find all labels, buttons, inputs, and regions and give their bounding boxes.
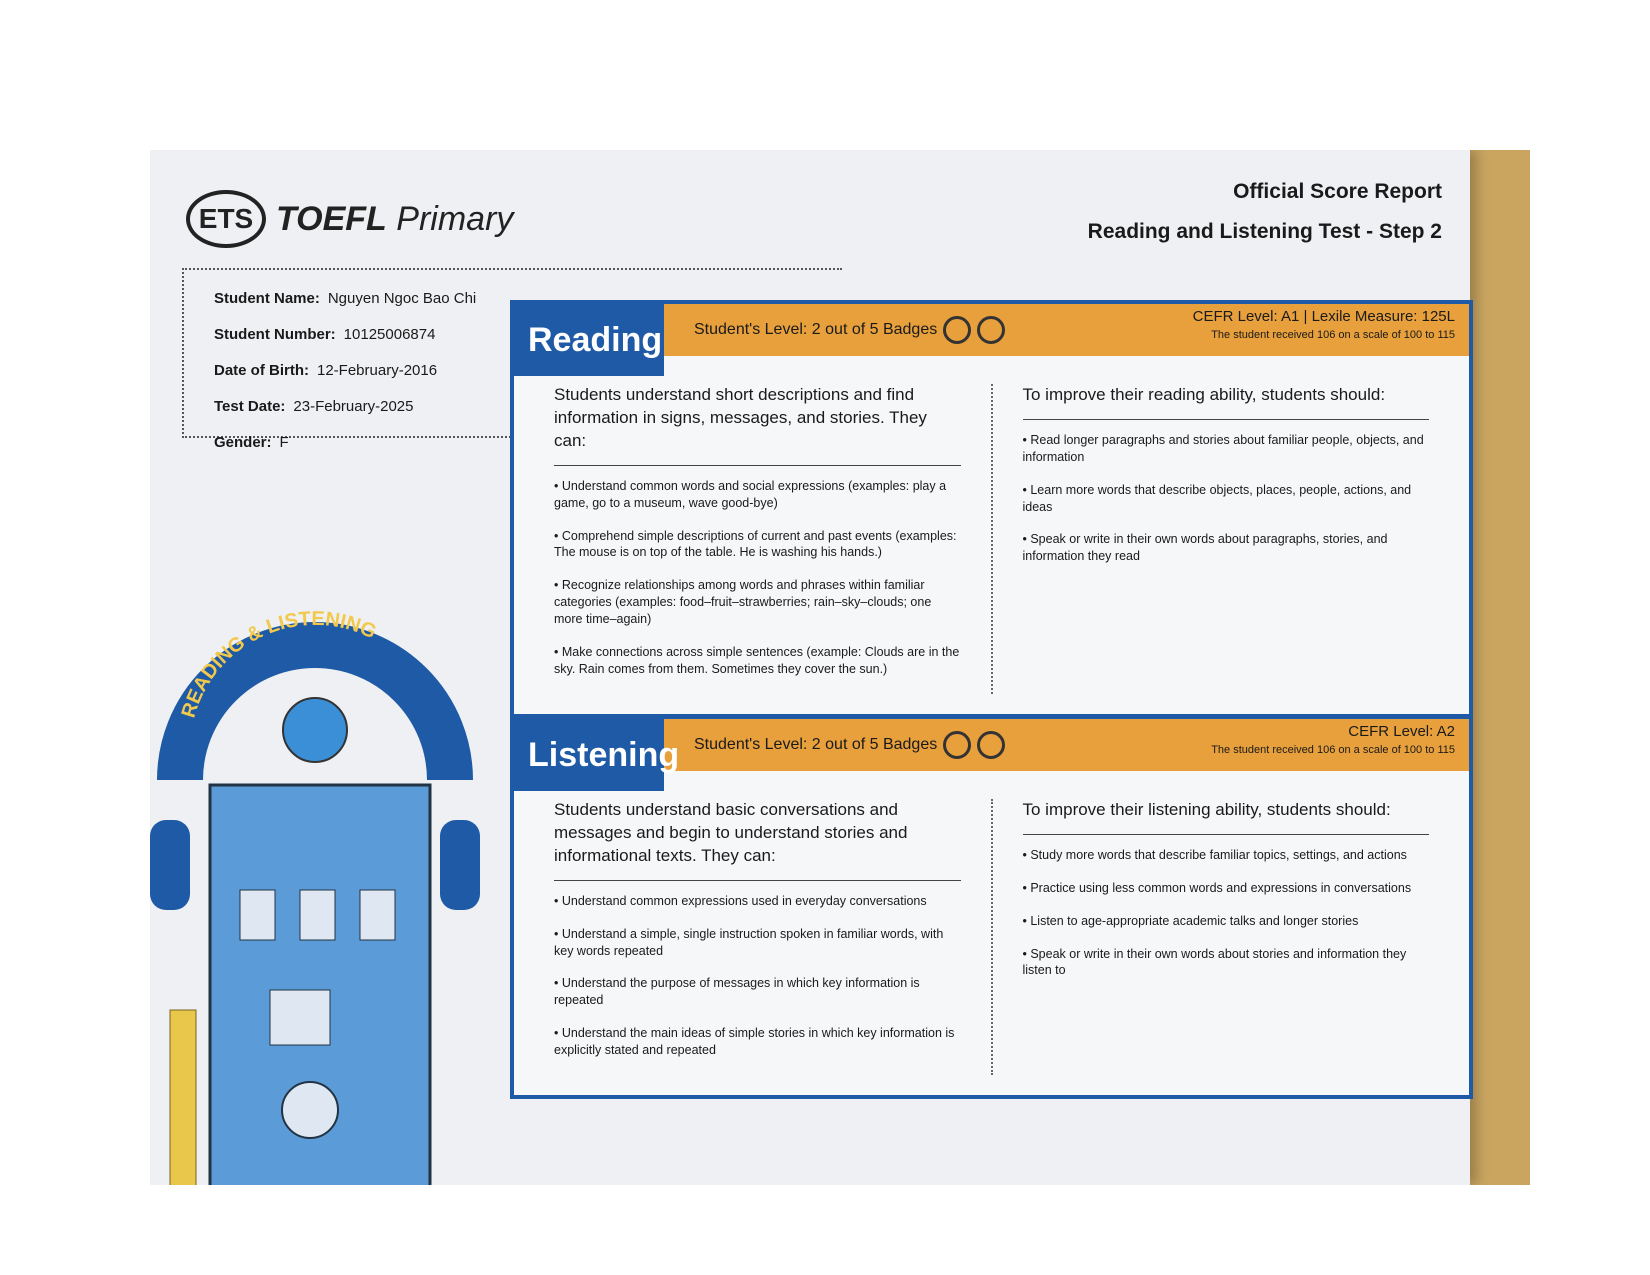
listening-improve-column: [993, 799, 1430, 1075]
listening-cefr: CEFR Level: A2: [1348, 723, 1455, 740]
list-item: • Comprehend simple descriptions of current and past events (examples: The mouse is on top of the table. He is washing his hands.): [554, 528, 957, 560]
list-item: • Listen to age-appropriate academic talks and longer stories: [1022, 913, 1359, 928]
reading-level: Student's Level: 2 out of 5 Badges: [694, 321, 938, 338]
student-name-label: Student Name:: [214, 290, 320, 307]
report-title: Official Score Report: [1233, 180, 1442, 203]
list-item: • Learn more words that describe objects, places, people, actions, and ideas: [1022, 482, 1412, 514]
round-window-icon: [282, 1082, 338, 1138]
globe-icon: [283, 698, 347, 762]
list-item: • Read longer paragraphs and stories about familiar people, objects, and information: [1022, 432, 1424, 464]
list-item: • Recognize relationships among words and phrases within familiar categories (examples: food–fruit–strawberries; rain–sky–clouds; one more time–again): [554, 578, 932, 627]
ladder-icon: [170, 1010, 196, 1185]
photo: [150, 150, 1530, 1185]
listening-level: Student's Level: 2 out of 5 Badges: [694, 736, 938, 753]
reading-scale: The student received 106 on a scale of 100 to 115: [1211, 329, 1455, 341]
toefl-wordmark: TOEFL: [276, 199, 387, 238]
dob-value: 12-February-2016: [317, 362, 438, 379]
list-item: • Understand the purpose of messages in which key information is repeated: [554, 976, 920, 1008]
listening-tab: Listening: [514, 719, 664, 791]
list-item: • Understand the main ideas of simple stories in which key information is explicitly stated and repeated: [554, 1026, 955, 1058]
reading-improve-column: [993, 384, 1430, 694]
student-number: 10125006874: [343, 326, 436, 343]
badge-icon: [943, 316, 971, 344]
illustration-arc-text: READING & LISTENING: [177, 607, 380, 721]
score-report-paper: [150, 150, 1470, 1185]
badge-icon: [977, 316, 1005, 344]
badge-icon: [943, 731, 971, 759]
primary-wordmark: Primary: [396, 199, 514, 238]
list-item: • Make connections across simple sentences (example: Clouds are in the sky. Rain comes from them. Sometimes they cover the sun.): [554, 644, 960, 676]
badge-icon: [977, 731, 1005, 759]
student-name: Nguyen Ngoc Bao Chi: [327, 290, 477, 307]
list-item: • Speak or write in their own words about paragraphs, stories, and information they read: [1022, 532, 1388, 564]
reading-listening-illustration: [150, 590, 480, 1185]
reading-tab: Reading: [514, 304, 664, 376]
listening-lead: Students understand basic conversations and messages and begin to understand stories and informational texts. They can:: [554, 799, 961, 881]
ets-logo-icon: ETS: [186, 190, 266, 248]
gender-value: F: [279, 434, 289, 451]
ets-toefl-logo: [186, 190, 513, 248]
listening-scale: The student received 106 on a scale of 100 to 115: [1211, 744, 1455, 756]
listening-can-column: [554, 799, 993, 1075]
test-date-value: 23-February-2025: [293, 398, 414, 415]
reading-section: [510, 300, 1473, 718]
student-number-label: Student Number:: [214, 326, 336, 343]
listening-improve-lead: To improve their listening ability, students should:: [1023, 799, 1430, 835]
list-item: • Study more words that describe familiar topics, settings, and actions: [1022, 847, 1407, 862]
dob-label: Date of Birth:: [214, 362, 309, 379]
list-item: • Practice using less common words and expressions in conversations: [1022, 880, 1412, 895]
list-item: • Speak or write in their own words about stories and information they listen to: [1022, 946, 1407, 978]
report-header: [1088, 180, 1442, 244]
reading-improve-lead: To improve their reading ability, students should:: [1023, 384, 1430, 420]
list-item: • Understand common words and social expressions (examples: play a game, go to a museum, wave good-bye): [554, 478, 947, 510]
report-subtitle: Reading and Listening Test - Step 2: [1087, 220, 1442, 243]
listening-section: [510, 715, 1473, 1099]
test-date-label: Test Date:: [214, 398, 286, 415]
gender-label: Gender:: [214, 434, 272, 451]
reading-can-column: [554, 384, 993, 694]
reading-cefr: CEFR Level: A1 | Lexile Measure: 125L: [1192, 308, 1455, 325]
reading-lead: Students understand short descriptions and find information in signs, messages, and stories. They can:: [554, 384, 961, 466]
list-item: • Understand common expressions used in everyday conversations: [554, 893, 927, 908]
list-item: • Understand a simple, single instruction spoken in familiar words, with key words repeated: [554, 926, 944, 958]
left-earcup-icon: [150, 820, 190, 910]
right-earcup-icon: [440, 820, 480, 910]
